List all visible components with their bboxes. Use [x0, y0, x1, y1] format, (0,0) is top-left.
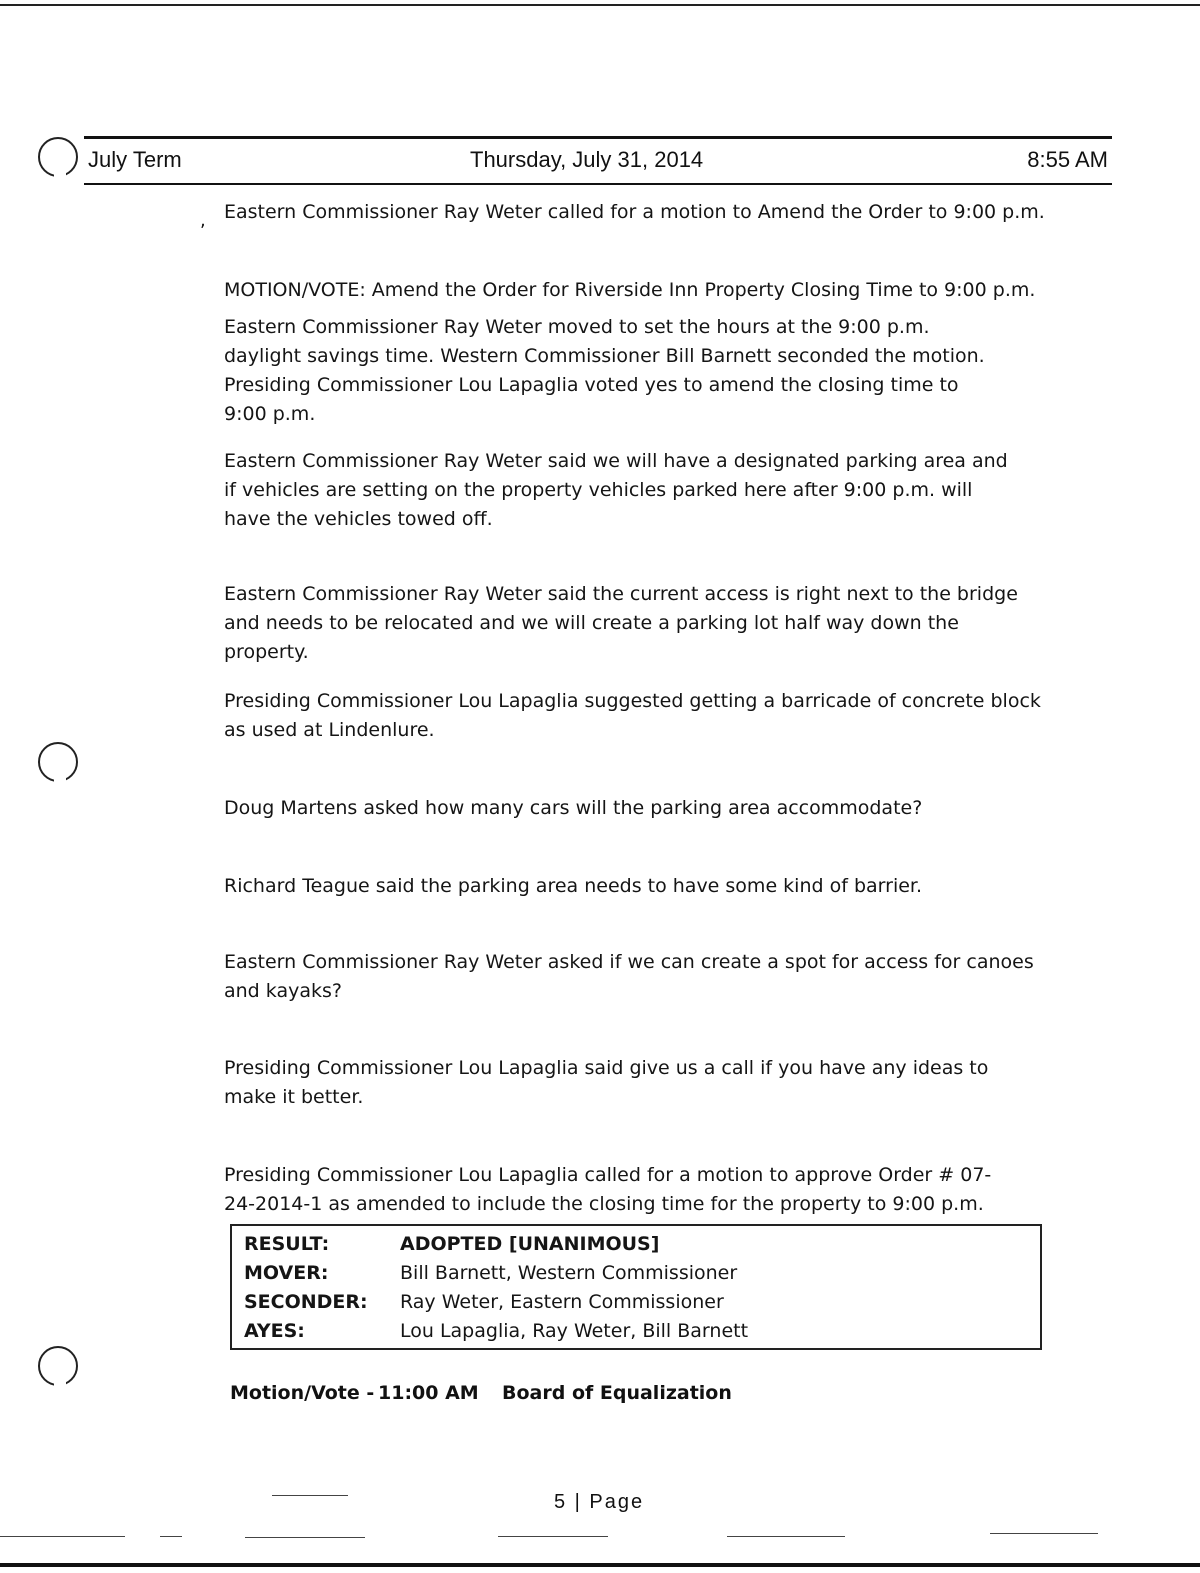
scan-artifact: [0, 1536, 125, 1537]
scan-artifact: [160, 1536, 182, 1537]
scan-artifact: [727, 1536, 845, 1537]
header-term: July Term: [88, 147, 182, 172]
paragraph: Richard Teague said the parking area needs to have some kind of barrier.: [224, 875, 923, 897]
punch-hole-icon: [38, 137, 78, 177]
seconder-label: SECONDER:: [244, 1291, 368, 1313]
paragraph: Presiding Commissioner Lou Lapaglia suggested getting a barricade of concrete block as used at Lindenlure.: [224, 690, 1041, 741]
paragraph: Doug Martens asked how many cars will the parking area accommodate?: [224, 797, 923, 819]
header-rule-top: [84, 136, 1112, 139]
scan-artifact: [245, 1537, 365, 1538]
header-date: Thursday, July 31, 2014: [470, 147, 704, 172]
result-value: ADOPTED [UNANIMOUS]: [400, 1233, 660, 1255]
result-label: RESULT:: [244, 1233, 330, 1255]
scan-artifact: [990, 1533, 1098, 1534]
page-number: 5 | Page: [554, 1491, 645, 1513]
ayes-value: Lou Lapaglia, Ray Weter, Bill Barnett: [400, 1320, 749, 1342]
motion-title: Board of Equalization: [502, 1382, 732, 1404]
paragraph: Eastern Commissioner Ray Weter said the current access is right next to the bridge and needs to be relocated and we will create a parking lot half way down the property.: [224, 583, 1018, 663]
paragraph: Presiding Commissioner Lou Lapaglia said give us a call if you have any ideas to make it better.: [224, 1057, 989, 1108]
scan-bottom-edge: [0, 1563, 1200, 1567]
scan-top-edge: [0, 4, 1200, 6]
header-time: 8:55 AM: [1027, 147, 1108, 172]
mover-value: Bill Barnett, Western Commissioner: [400, 1262, 738, 1284]
paragraph: Eastern Commissioner Ray Weter said we will have a designated parking area and if vehicles are setting on the property vehicles parked here after 9:00 p.m. will have the vehicles towed off.: [224, 450, 1008, 530]
paragraph: Eastern Commissioner Ray Weter called for a motion to Amend the Order to 9:00 p.m.: [224, 201, 1045, 223]
motion-vote-heading: MOTION/VOTE: Amend the Order for Riverside Inn Property Closing Time to 9:00 p.m.: [224, 279, 1036, 301]
seconder-value: Ray Weter, Eastern Commissioner: [400, 1291, 724, 1313]
vote-result-table: [230, 1224, 1042, 1350]
header-rule-bottom: [84, 183, 1112, 185]
punch-hole-icon: [38, 742, 78, 782]
motion-label: Motion/Vote -: [230, 1382, 375, 1404]
scan-artifact: [498, 1536, 608, 1537]
punch-hole-icon: [38, 1346, 78, 1386]
paragraph: Eastern Commissioner Ray Weter moved to set the hours at the 9:00 p.m. daylight savings time. Western Commissioner Bill Barnett seconded the motion. Presiding Commissioner Lou Lapaglia voted yes to amend the closing time to 9:00 p.m.: [224, 316, 985, 425]
motion-time: 11:00 AM: [378, 1382, 479, 1404]
stray-mark: ,: [200, 210, 206, 231]
ayes-label: AYES:: [244, 1320, 305, 1342]
paragraph: Eastern Commissioner Ray Weter asked if we can create a spot for access for canoes and kayaks?: [224, 951, 1034, 1002]
mover-label: MOVER:: [244, 1262, 329, 1284]
scan-artifact: [272, 1495, 348, 1496]
paragraph: Presiding Commissioner Lou Lapaglia called for a motion to approve Order # 07-24-2014-1 as amended to include the closing time for the property to 9:00 p.m.: [224, 1164, 992, 1215]
